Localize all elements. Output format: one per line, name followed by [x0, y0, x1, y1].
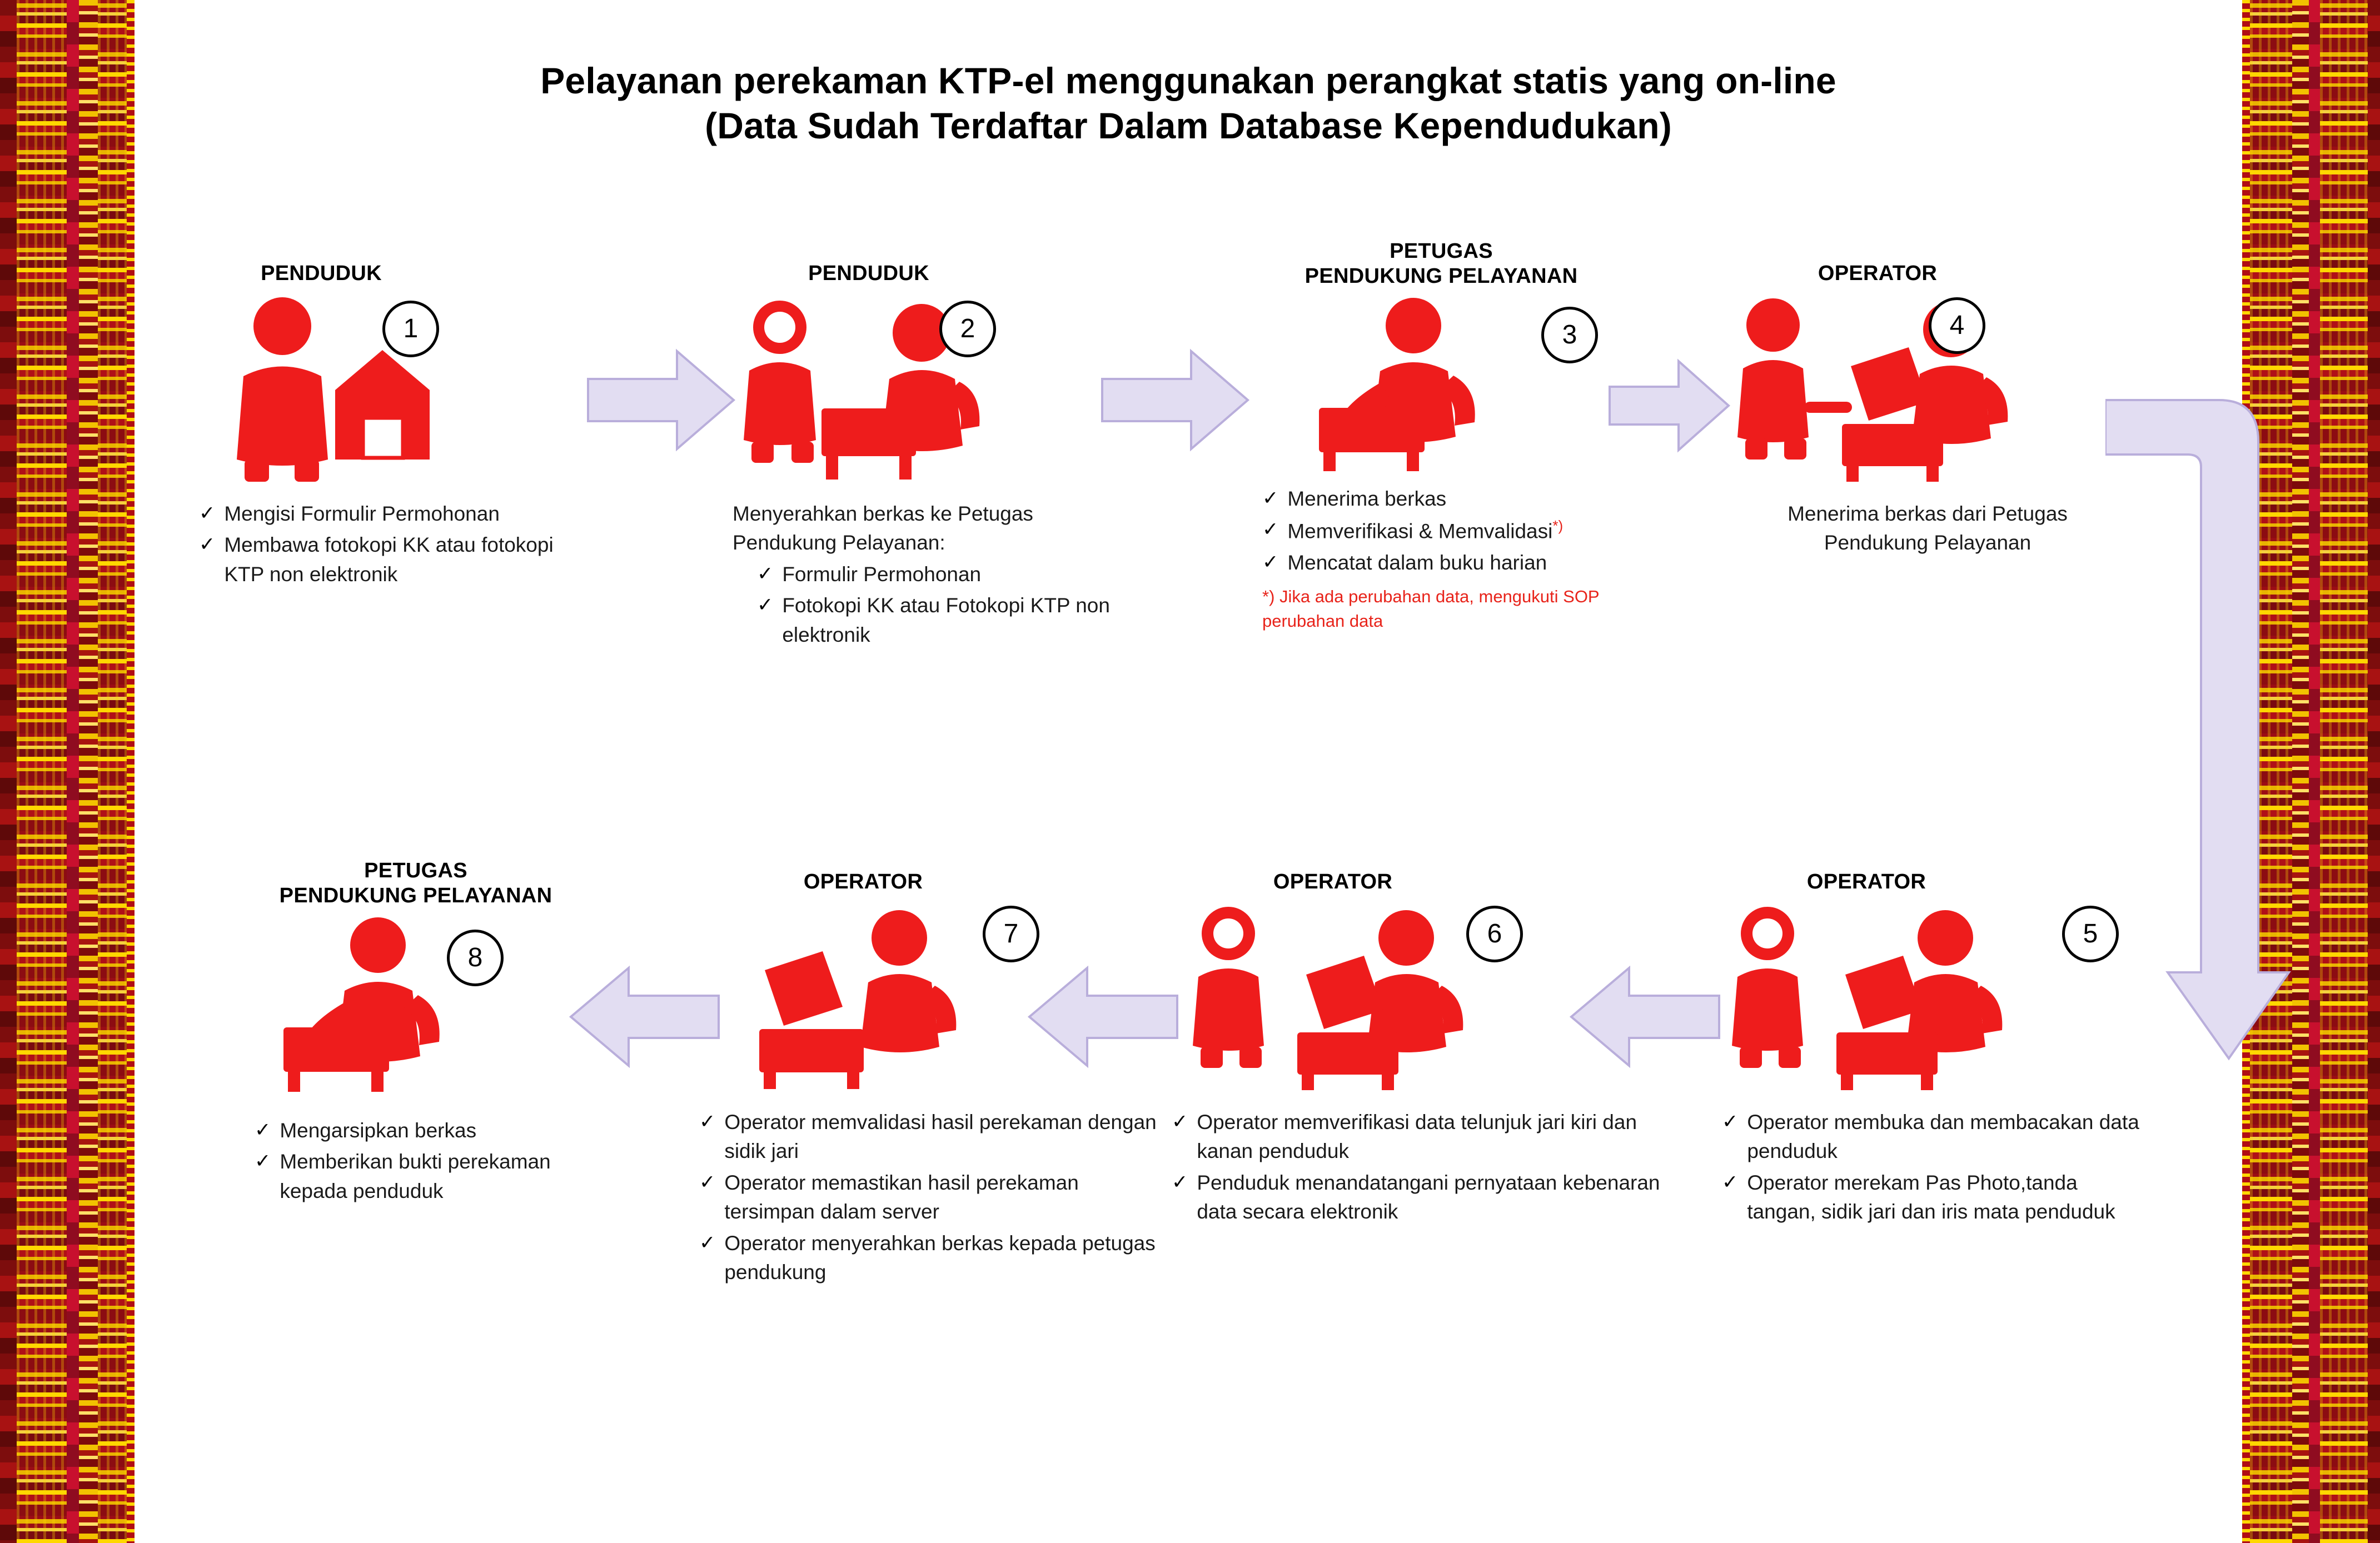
step-3-number: 3: [1541, 307, 1598, 363]
check-icon: ✓: [757, 562, 774, 585]
step-1-item-2: [199, 531, 582, 589]
arrow-step3-to-step4: [1605, 356, 1733, 456]
border-band-motif: [17, 0, 67, 1543]
step-5-figure: [1722, 901, 2167, 1096]
step-1: [199, 261, 644, 591]
border-band-white: [135, 0, 143, 1543]
step-4-figure: [1733, 293, 2167, 487]
border-band-motif-2: [98, 0, 127, 1543]
step-7-item-3-text: Operator menyerahkan berkas kepada petugas pendukung: [724, 1231, 1156, 1284]
step-2-description: [733, 500, 1122, 650]
step-4: [1733, 261, 2167, 560]
step-7-item-3: [699, 1229, 1161, 1287]
border-band-motif-r2: [2320, 0, 2368, 1543]
arrow-step2-to-step3: [1097, 344, 1252, 456]
step-1-role: [205, 261, 438, 286]
border-band-gold: [79, 0, 98, 1543]
border-band-gold-r: [2292, 0, 2309, 1543]
step-3-item-2-sup: *): [1552, 517, 1564, 535]
arrow-step1-to-step2: [582, 344, 738, 456]
step-3-description: [1262, 485, 1685, 633]
page-title: [210, 58, 2167, 148]
step-8-item-2: [255, 1147, 621, 1206]
step-6-item-2: [1172, 1169, 1661, 1227]
step-6-number: 6: [1466, 906, 1523, 962]
step-8-item-2-text: Memberikan bukti perekaman kepada penduduk: [280, 1150, 551, 1202]
step-4-role: [1739, 261, 2016, 286]
check-icon: ✓: [1722, 1110, 1739, 1132]
step-3-item-2: [1262, 516, 1685, 546]
step-3-item-3-text: Mencatat dalam buku harian: [1287, 551, 1547, 575]
step-7-role: [738, 870, 988, 895]
step-7-figure: [733, 901, 1122, 1096]
step-7-number: 7: [983, 906, 1039, 962]
check-icon: ✓: [1262, 518, 1279, 541]
step-3-item-2-main: Memverifikasi & Memvalidasi: [1287, 520, 1553, 543]
operator-monitor-icon: [733, 901, 999, 1090]
step-5-item-2-text: Operator merekam Pas Photo,tanda tangan, sidik jari dan iris mata penduduk: [1747, 1171, 2115, 1224]
check-icon: ✓: [199, 502, 216, 524]
check-icon: ✓: [699, 1110, 716, 1132]
step-3-role: [1247, 239, 1636, 289]
step-1-item-1: [199, 500, 582, 529]
check-icon: ✓: [255, 1118, 271, 1141]
step-3-item-1: [1262, 485, 1685, 514]
step-8-figure: [227, 913, 627, 1102]
check-icon: ✓: [1262, 487, 1279, 509]
step-8-role: [227, 858, 605, 908]
step-3-item-2-text: [1287, 516, 1563, 546]
step-2-figure: [733, 293, 1155, 487]
step-8: [227, 858, 627, 1208]
step-6-item-1-text: Operator memverifikasi data telunjuk jari kiri dan kanan penduduk: [1197, 1110, 1637, 1163]
check-icon: ✓: [1172, 1171, 1188, 1193]
officer-desk-icon: [1297, 293, 1564, 471]
border-band-dark-r: [2368, 0, 2380, 1543]
step-5-item-2: [1722, 1169, 2144, 1227]
step-4-role-line: OPERATOR: [1818, 262, 1938, 285]
step-7-description: [699, 1108, 1161, 1287]
border-band-dark: [0, 0, 17, 1543]
step-1-description: [199, 500, 582, 590]
step-8-item-1: [255, 1116, 621, 1146]
border-band-thin: [127, 0, 135, 1543]
step-3-role-line-2: PENDUKUNG PELAYANAN: [1304, 264, 1578, 288]
step-7: [699, 870, 1157, 1290]
step-4-description: [1744, 500, 2111, 558]
step-7-role-line: OPERATOR: [803, 870, 923, 893]
step-6-description: [1172, 1108, 1661, 1227]
check-icon: ✓: [199, 533, 216, 556]
operator-computer-icon: [1733, 293, 2033, 482]
step-7-item-2-text: Operator memastikan hasil perekaman tersimpan dalam server: [724, 1171, 1079, 1224]
step-1-item-2-text: Membawa fotokopi KK atau fotokopi KTP non elektronik: [224, 533, 554, 586]
step-5-item-1-text: Operator membuka dan membacakan data penduduk: [1747, 1110, 2139, 1163]
step-8-description: [255, 1116, 621, 1206]
step-1-number: 1: [382, 301, 439, 357]
check-icon: ✓: [1722, 1171, 1739, 1193]
diagram-canvas: [143, 0, 2235, 1543]
step-3-note: *) Jika ada perubahan data, mengukuti SOP perubahan data: [1262, 586, 1600, 631]
step-4-number: 4: [1929, 297, 1985, 354]
step-6-figure: [1188, 901, 1589, 1096]
border-band-red: [67, 0, 79, 1543]
step-8-number: 8: [447, 930, 504, 986]
step-5-description: [1722, 1108, 2144, 1227]
step-2-item-3: [757, 591, 1122, 650]
step-2-role-line: PENDUDUK: [808, 262, 929, 285]
check-icon: ✓: [255, 1150, 271, 1172]
step-5-role: [1727, 870, 2005, 895]
step-2: [733, 261, 1155, 652]
check-icon: ✓: [1262, 551, 1279, 573]
step-1-role-line: PENDUDUK: [261, 262, 382, 285]
step-8-item-1-text: Mengarsipkan berkas: [280, 1118, 477, 1142]
check-icon: ✓: [699, 1171, 716, 1193]
step-6-item-1: [1172, 1108, 1661, 1166]
check-icon: ✓: [699, 1231, 716, 1254]
step-5-item-1: [1722, 1108, 2144, 1166]
step-5-role-line: OPERATOR: [1806, 870, 1926, 893]
step-8-role-line-2: PENDUKUNG PELAYANAN: [279, 883, 552, 907]
step-2-number: 2: [939, 301, 996, 357]
decorative-border-left: [0, 0, 143, 1543]
check-icon: ✓: [1172, 1110, 1188, 1132]
step-2-item-2-text: Formulir Permohonan: [782, 562, 982, 586]
border-band-red-r: [2309, 0, 2320, 1543]
step-5-number: 5: [2062, 906, 2119, 962]
title-line-2: (Data Sudah Terdaftar Dalam Database Kependudukan): [705, 104, 1672, 146]
step-5: [1722, 870, 2167, 1229]
step-6-item-2-text: Penduduk menandatangani pernyataan kebenaran data secara elektronik: [1197, 1171, 1660, 1224]
check-icon: ✓: [757, 594, 774, 616]
step-2-role: [738, 261, 999, 286]
step-3-item-3: [1262, 548, 1685, 578]
step-7-item-1: [699, 1108, 1161, 1166]
step-2-item-3-text: Fotokopi KK atau Fotokopi KTP non elektronik: [782, 594, 1110, 646]
title-line-1: Pelayanan perekaman KTP-el menggunakan perangkat statis yang on-line: [540, 60, 1836, 101]
operator-computer-icon: [1188, 901, 1488, 1090]
arrow-right-icon: [1605, 356, 1733, 456]
step-2-item-2: [757, 560, 1122, 590]
operator-computer-icon: [1727, 901, 2028, 1090]
step-1-figure: [199, 293, 644, 487]
step-6: [1172, 870, 1660, 1229]
step-6-role-line: OPERATOR: [1273, 870, 1393, 893]
step-4-item-1-text: Menerima berkas dari Petugas Pendukung Pelayanan: [1788, 502, 2068, 555]
step-3-item-1-text: Menerima berkas: [1287, 487, 1447, 510]
step-3-role-line-1: PETUGAS: [1390, 239, 1493, 263]
step-8-role-line-1: PETUGAS: [364, 859, 467, 882]
arrow-right-icon: [1097, 344, 1252, 456]
step-1-item-1-text: Mengisi Formulir Permohonan: [224, 502, 500, 525]
step-7-item-2: [699, 1169, 1161, 1227]
step-2-item-1-text: Menyerahkan berkas ke Petugas Pendukung Pelayanan:: [733, 502, 1033, 555]
step-7-item-1-text: Operator memvalidasi hasil perekaman dengan sidik jari: [724, 1110, 1157, 1163]
arrow-right-icon: [582, 344, 738, 456]
step-6-role: [1194, 870, 1472, 895]
